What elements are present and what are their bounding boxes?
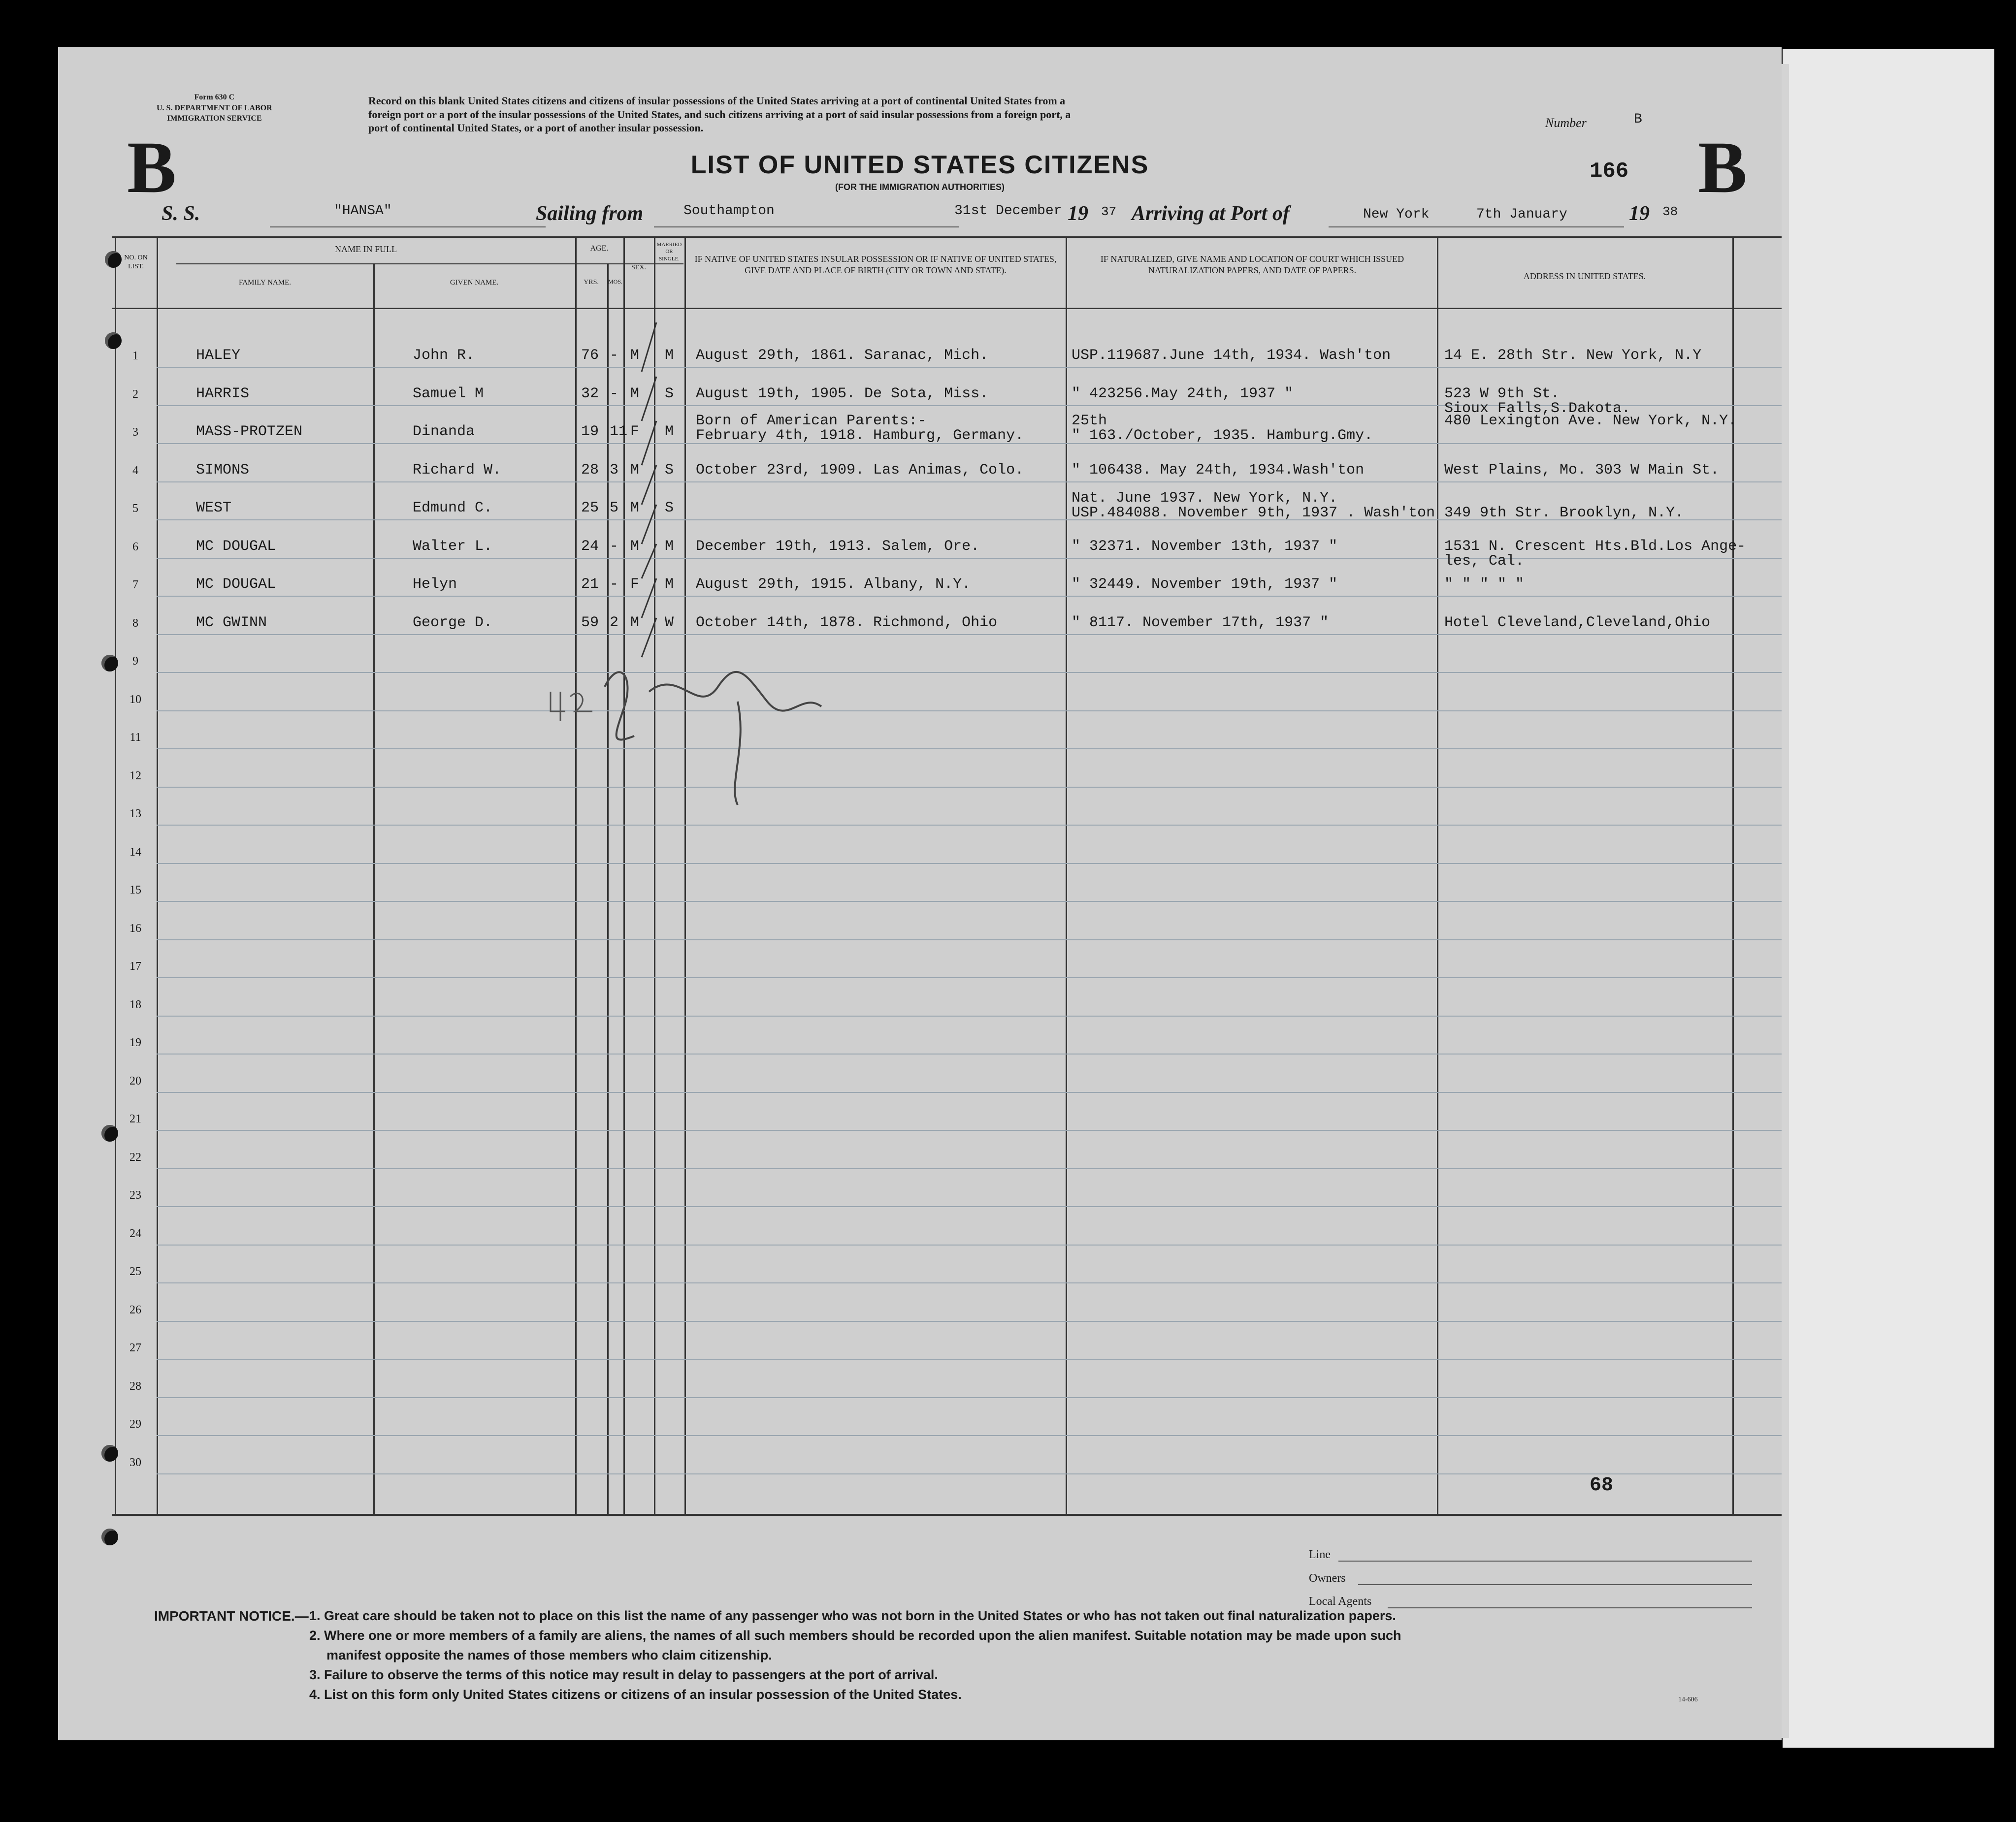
ship-name: "HANSA": [334, 203, 392, 219]
row-number: 6: [132, 540, 138, 553]
col-yrs-header: YRS.: [584, 279, 599, 286]
col-sex-header: SEX.: [631, 264, 646, 271]
form-subtitle: (FOR THE IMMIGRATION AUTHORITIES): [835, 182, 1005, 192]
ruled-line: [157, 634, 1782, 635]
local-agents-label: Local Agents: [1309, 1595, 1372, 1608]
year-suffix-arrival: 38: [1662, 204, 1678, 219]
binder-hole: [105, 251, 122, 268]
header-bottom-border: [112, 308, 1782, 309]
row-number: 15: [130, 884, 141, 896]
cell-sex: M: [630, 385, 640, 402]
cell-addr: les, Cal.: [1444, 552, 1525, 570]
cell-yrs: 25: [581, 500, 599, 516]
cell-family: MC DOUGAL: [196, 576, 276, 593]
notice-2-cont: manifest opposite the names of those members who claim citizenship.: [326, 1648, 772, 1662]
cell-addr: " " " " ": [1444, 576, 1525, 593]
row-number: 9: [132, 655, 138, 668]
binder-hole: [101, 1125, 118, 1142]
cell-yrs: 76: [581, 347, 599, 364]
row-number: 27: [130, 1342, 141, 1354]
row-number: 11: [130, 731, 141, 744]
cell-addr: 349 9th Str. Brooklyn, N.Y.: [1444, 505, 1684, 521]
ruled-line: [157, 1245, 1782, 1246]
ruled-line: [157, 1016, 1782, 1017]
ruled-line: [157, 596, 1782, 597]
col-age-header: AGE.: [590, 244, 609, 253]
cell-yrs: 32: [581, 385, 599, 402]
cell-addr: 523 W 9th St.: [1444, 385, 1560, 402]
cell-addr: 1531 N. Crescent Hts.Bld.Los Ange-: [1444, 538, 1746, 555]
cell-birth: Born of American Parents:-: [696, 413, 927, 429]
side-letter-right: B: [1698, 127, 1748, 208]
side-letter-left: B: [127, 127, 177, 208]
col-name-in-full-header: NAME IN FULL: [335, 244, 397, 254]
cell-family: MC DOUGAL: [196, 538, 276, 555]
ruled-line: [157, 1397, 1782, 1398]
ruled-line: [157, 1359, 1782, 1360]
cell-nat: " 106438. May 24th, 1934.Wash'ton: [1072, 461, 1365, 479]
backing-sheet: [1783, 49, 1994, 1748]
ruled-line: [157, 1206, 1782, 1207]
table-bottom-border: [112, 1514, 1782, 1516]
cell-yrs: 28: [581, 461, 599, 479]
sailing-date: 31st December: [954, 203, 1062, 219]
cell-sex: M: [630, 500, 640, 516]
cell-nat: " 423256.May 24th, 1937 ": [1072, 385, 1294, 402]
cell-birth: August 29th, 1861. Saranac, Mich.: [696, 347, 989, 364]
cell-given: Helyn: [413, 576, 457, 593]
cell-birth: August 29th, 1915. Albany, N.Y.: [696, 576, 971, 593]
cell-nat: " 32449. November 19th, 1937 ": [1072, 576, 1338, 593]
manifest-sheet: [58, 47, 1782, 1740]
row-number: 30: [130, 1456, 141, 1469]
sailing-from-port: Southampton: [683, 203, 775, 219]
cell-ms: S: [665, 461, 674, 479]
cell-given: Samuel M: [413, 385, 484, 402]
cell-given: John R.: [413, 347, 475, 364]
row-number: 1: [132, 350, 138, 362]
row-number: 10: [130, 693, 141, 706]
ruled-line: [157, 1168, 1782, 1169]
row-number: 29: [130, 1418, 141, 1431]
row-number: 21: [130, 1113, 141, 1125]
cell-ms: M: [665, 423, 674, 440]
cell-mos: -: [610, 347, 619, 364]
department-name: U. S. DEPARTMENT OF LABOR: [157, 103, 272, 112]
cell-mos: 3: [610, 461, 619, 479]
row-number: 7: [132, 578, 138, 591]
year-suffix-sailing: 37: [1101, 204, 1117, 219]
line-label: Line: [1309, 1548, 1331, 1561]
col-no-header: NO. ON LIST.: [124, 254, 148, 271]
cell-family: WEST: [196, 500, 232, 516]
ruled-line: [157, 558, 1782, 559]
cell-sex: F: [630, 576, 640, 593]
instruction-line: foreign port or a port of the insular possessions of the United States, and such citizens arriving at a port of said insular possessions from a foreign port, a: [368, 108, 1071, 121]
ruled-line: [157, 901, 1782, 902]
cell-mos: 11: [610, 423, 628, 440]
row-number: 28: [130, 1379, 141, 1393]
col-birth-header: IF NATIVE OF UNITED STATES INSULAR POSSESSION OR IF NATIVE OF UNITED STATES, GIVE DATE AND PLACE OF BIRTH (CITY OR TOWN AND STATE).: [694, 254, 1057, 276]
form-number: Form 630 C: [194, 93, 235, 101]
cell-nat: " 163./October, 1935. Hamburg.Gmy.: [1072, 427, 1373, 444]
ruled-line: [157, 1130, 1782, 1131]
cell-ms: M: [665, 347, 674, 364]
row-number: 16: [130, 922, 141, 935]
form-title: LIST OF UNITED STATES CITIZENS: [690, 151, 1149, 179]
cell-sex: F: [630, 423, 640, 440]
cell-given: Dinanda: [413, 423, 475, 440]
cell-mos: 5: [610, 500, 619, 516]
year-prefix-sailing: 19: [1068, 202, 1088, 225]
page-number: 166: [1590, 159, 1629, 184]
cell-mos: -: [610, 385, 619, 402]
cell-family: MC GWINN: [196, 614, 267, 631]
cell-nat: " 8117. November 17th, 1937 ": [1072, 614, 1329, 631]
cell-ms: W: [665, 614, 674, 631]
instruction-line: Record on this blank United States citizens and citizens of insular possessions of the United States arriving at a port of continental United States from a: [368, 95, 1066, 107]
row-number: 13: [130, 807, 141, 820]
table-top-border: [112, 236, 1782, 238]
col-mos-header: MOS.: [608, 278, 622, 285]
cell-given: George D.: [413, 614, 493, 631]
row-number: 5: [132, 502, 138, 515]
cell-ms: S: [665, 385, 674, 402]
cell-birth: October 23rd, 1909. Las Animas, Colo.: [696, 461, 1024, 479]
col-naturalized-header: IF NATURALIZED, GIVE NAME AND LOCATION OF COURT WHICH ISSUED NATURALIZATION PAPERS, AND DATE OF PAPERS.: [1100, 254, 1404, 276]
cell-birth: October 14th, 1878. Richmond, Ohio: [696, 614, 998, 631]
inspector-signature-mark: [590, 647, 895, 815]
sailing-from-label: Sailing from: [536, 202, 644, 225]
cell-given: Richard W.: [413, 461, 502, 479]
row-number: 2: [132, 387, 138, 401]
cell-yrs: 19: [581, 423, 599, 440]
ruled-line: [157, 863, 1782, 864]
cell-addr: Hotel Cleveland,Cleveland,Ohio: [1444, 614, 1711, 631]
row-number: 8: [132, 616, 138, 630]
notice-4: 4. List on this form only United States citizens or citizens of an insular possession of the United States.: [309, 1687, 962, 1702]
ruled-line: [157, 977, 1782, 978]
number-value: B: [1634, 112, 1642, 127]
row-number: 26: [130, 1303, 141, 1316]
cell-mos: 2: [610, 614, 619, 631]
row-number: 17: [130, 960, 141, 973]
ruled-line: [157, 939, 1782, 940]
cell-sex: M: [630, 614, 640, 631]
cell-ms: M: [665, 538, 674, 555]
ruled-line: [157, 748, 1782, 749]
row-number: 4: [132, 464, 138, 477]
ss-label: S. S.: [162, 202, 200, 225]
notice-title: IMPORTANT NOTICE.—: [154, 1608, 309, 1624]
row-number: 14: [130, 845, 141, 859]
cell-yrs: 59: [581, 614, 599, 631]
cell-family: MASS-PROTZEN: [196, 423, 303, 440]
cell-nat: 25th: [1072, 413, 1107, 429]
ruled-line: [157, 787, 1782, 788]
cell-sex: M: [630, 347, 640, 364]
cell-yrs: 24: [581, 538, 599, 555]
owners-label: Owners: [1309, 1572, 1346, 1585]
binder-hole: [101, 655, 118, 671]
instructions-block: [368, 94, 1071, 135]
handwritten-time-mark: [546, 682, 600, 726]
col-family-name-header: FAMILY NAME.: [239, 279, 291, 287]
row-number: 24: [130, 1227, 141, 1240]
cell-yrs: 21: [581, 576, 599, 593]
binder-hole: [101, 1529, 118, 1545]
row-number: 18: [130, 998, 141, 1011]
cell-addr: Sioux Falls,S.Dakota.: [1444, 400, 1631, 417]
ruled-line: [157, 1473, 1782, 1474]
stamp-number: 68: [1590, 1474, 1614, 1497]
cell-family: SIMONS: [196, 461, 250, 479]
cell-birth: August 19th, 1905. De Sota, Miss.: [696, 385, 989, 402]
number-label: Number: [1545, 116, 1587, 130]
agency-block: [157, 92, 272, 124]
cell-addr: 14 E. 28th Str. New York, N.Y: [1444, 347, 1702, 364]
cell-birth: December 19th, 1913. Salem, Ore.: [696, 538, 980, 555]
ruled-line: [157, 825, 1782, 826]
ruled-line: [157, 1092, 1782, 1093]
service-name: IMMIGRATION SERVICE: [167, 114, 262, 123]
ruled-line: [157, 1054, 1782, 1055]
row-number: 20: [130, 1074, 141, 1087]
row-number: 25: [130, 1265, 141, 1278]
col-address-header: ADDRESS IN UNITED STATES.: [1523, 271, 1646, 281]
arrival-port: New York: [1363, 207, 1430, 222]
cell-nat: USP.484088. November 9th, 1937 . Wash'ton: [1072, 505, 1435, 521]
cell-sex: M: [630, 538, 640, 555]
cell-family: HARRIS: [196, 385, 250, 402]
cell-given: Edmund C.: [413, 500, 493, 516]
col-given-name-header: GIVEN NAME.: [450, 279, 499, 287]
arriving-label: Arriving at Port of: [1132, 202, 1290, 225]
ruled-line: [157, 1282, 1782, 1283]
binder-hole: [101, 1445, 118, 1462]
ruled-line: [157, 1321, 1782, 1322]
notice-1: 1. Great care should be taken not to place on this list the name of any passenger who was not born in the United States or who has not taken out final naturalization papers.: [309, 1608, 1396, 1623]
form-code: 14-606: [1678, 1696, 1698, 1703]
arrival-date: 7th January: [1476, 207, 1567, 222]
cell-sex: M: [630, 461, 640, 479]
cell-given: Walter L.: [413, 538, 493, 555]
cell-mos: -: [610, 576, 619, 593]
notice-2: 2. Where one or more members of a family are aliens, the names of all such members should be recorded upon the alien manifest. Suitable notation may be made upon such: [309, 1628, 1401, 1643]
cell-addr: 480 Lexington Ave. New York, N.Y.: [1444, 413, 1737, 429]
ruled-line: [157, 710, 1782, 711]
cell-nat: USP.119687.June 14th, 1934. Wash'ton: [1072, 347, 1391, 364]
binder-hole: [105, 332, 122, 349]
cell-mos: -: [610, 538, 619, 555]
cell-ms: M: [665, 576, 674, 593]
ruled-line: [157, 481, 1782, 482]
row-number: 23: [130, 1189, 141, 1202]
col-married-header: MARRIED OR SINGLE.: [656, 242, 682, 262]
cell-family: HALEY: [196, 347, 241, 364]
year-prefix-arrival: 19: [1629, 202, 1650, 225]
row-number: 22: [130, 1151, 141, 1164]
row-number: 3: [132, 426, 138, 439]
notice-3: 3. Failure to observe the terms of this notice may result in delay to passengers at the port of arrival.: [309, 1667, 938, 1682]
cell-nat: Nat. June 1937. New York, N.Y.: [1072, 490, 1338, 507]
cell-nat: " 32371. November 13th, 1937 ": [1072, 538, 1338, 555]
row-number: 12: [130, 769, 141, 782]
cell-birth: February 4th, 1918. Hamburg, Germany.: [696, 427, 1024, 444]
cell-addr: West Plains, Mo. 303 W Main St.: [1444, 461, 1720, 479]
ruled-line: [157, 367, 1782, 368]
ruled-line: [157, 672, 1782, 673]
checkmark-strokes: [637, 303, 666, 667]
ruled-line: [157, 1435, 1782, 1436]
cell-ms: S: [665, 500, 674, 516]
row-number: 19: [130, 1036, 141, 1049]
instruction-line: port of continental United States, or a port of another insular possession.: [368, 122, 704, 134]
